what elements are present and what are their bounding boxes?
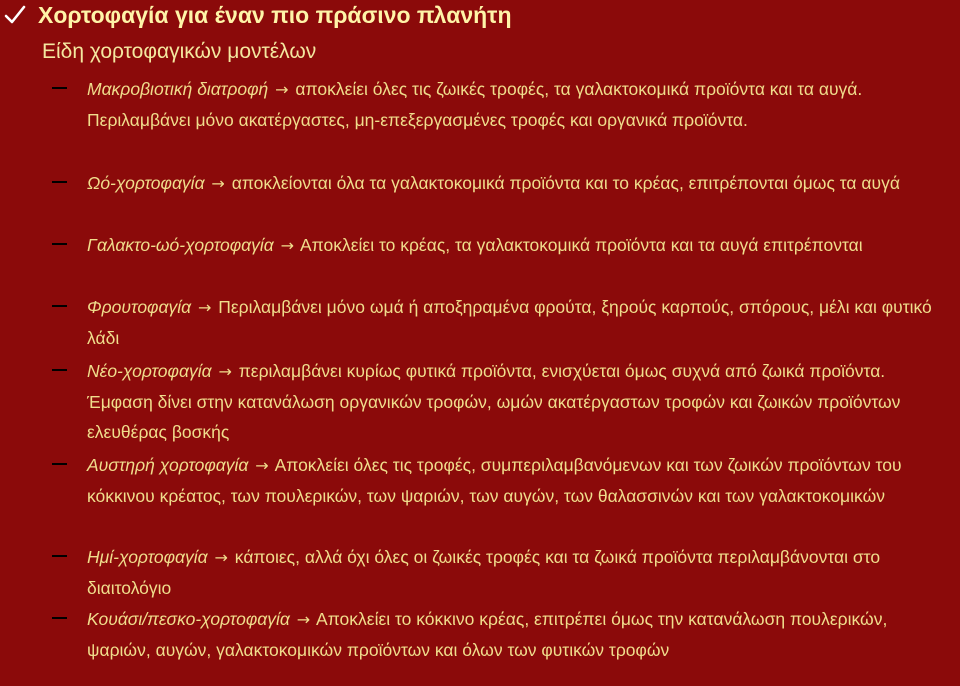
dash-bullet-icon	[52, 243, 67, 245]
dash-bullet-icon	[52, 87, 67, 89]
dash-bullet-icon	[52, 369, 67, 371]
arrow-icon: →	[275, 80, 289, 99]
arrow-icon: →	[218, 362, 232, 381]
diet-term: Μακροβιοτική διατροφή	[87, 79, 269, 99]
diet-term: Νέο-χορτοφαγία	[87, 361, 212, 381]
dash-bullet-icon	[52, 181, 67, 183]
diet-description: αποκλείονται όλα τα γαλακτοκομικά προϊόντα και το κρέας, επιτρέπονται όμως τα αυγά	[231, 173, 900, 193]
list-item-text	[87, 604, 953, 665]
arrow-icon: →	[211, 174, 225, 193]
diet-description: Αποκλείει το κόκκινο κρέας, επιτρέπει όμως την κατανάλωση πουλερικών, ψαριών, αυγών, γαλακτοκομικών προϊόντων και όλων των φυτικών τροφών	[87, 609, 888, 660]
diet-description: Περιλαμβάνει μόνο ωμά ή αποξηραμένα φρούτα, ξηρούς καρπούς, σπόρους, μέλι και φυτικό λάδι	[87, 297, 932, 348]
arrow-icon: →	[296, 610, 311, 629]
diet-term: Ημί-χορτοφαγία	[87, 547, 208, 567]
dash-bullet-icon	[52, 555, 67, 557]
dash-bullet-icon	[52, 617, 67, 619]
diet-description: Αποκλείει το κρέας, τα γαλακτοκομικά προϊόντα και τα αυγά επιτρέπονται	[299, 235, 863, 255]
list-item-text	[87, 74, 953, 135]
diet-term: Ωό-χορτοφαγία	[87, 173, 205, 193]
diet-term: Γαλακτο-ωό-χορτοφαγία	[87, 235, 274, 255]
list-item-text	[87, 450, 953, 511]
diet-term: Αυστηρή χορτοφαγία	[87, 455, 249, 475]
list-item-text	[87, 356, 953, 447]
checkmark-icon	[4, 4, 26, 26]
slide-title: Χορτοφαγία για έναν πιο πράσινο πλανήτη	[38, 2, 512, 28]
arrow-icon: →	[280, 236, 295, 255]
arrow-icon: →	[214, 548, 228, 567]
diet-description: κάποιες, αλλά όχι όλες οι ζωικές τροφές και τα ζωικά προϊόντα περιλαμβάνονται στο διαιτολόγιο	[87, 547, 881, 598]
list-item-text	[87, 168, 953, 199]
list-item-text	[87, 292, 953, 353]
arrow-icon: →	[255, 456, 269, 475]
list-item-text	[87, 230, 953, 261]
diet-term: Φρουτοφαγία	[87, 297, 192, 317]
dash-bullet-icon	[52, 305, 67, 307]
diet-description: περιλαμβάνει κυρίως φυτικά προϊόντα, ενισχύεται όμως συχνά από ζωικά προϊόντα. Έμφαση δίνει στην κατανάλωση οργανικών τροφών, ωμών ακατέργαστων τροφών και ζωικών προϊόντων ελευθέρας βοσκής	[87, 361, 901, 442]
dash-bullet-icon	[52, 463, 67, 465]
arrow-icon: →	[197, 298, 212, 317]
diet-term: Κουάσι/πεσκο-χορτοφαγία	[87, 609, 290, 629]
slide-subtitle: Είδη χορτοφαγικών μοντέλων	[42, 40, 317, 63]
diet-description: αποκλείει όλες τις ζωικές τροφές, τα γαλακτοκομικά προϊόντα και τα αυγά. Περιλαμβάνει μόνο ακατέργαστες, μη-επεξεργασμένες τροφές και οργανικά προϊόντα.	[87, 79, 863, 130]
diet-description: Αποκλείει όλες τις τροφές, συμπεριλαμβανόμενων και των ζωικών προϊόντων του κόκκινου κρέατος, των πουλερικών, των ψαριών, των αυγών, των θαλασσινών και των γαλακτοκομικών	[87, 455, 902, 506]
list-item-text	[87, 542, 953, 603]
